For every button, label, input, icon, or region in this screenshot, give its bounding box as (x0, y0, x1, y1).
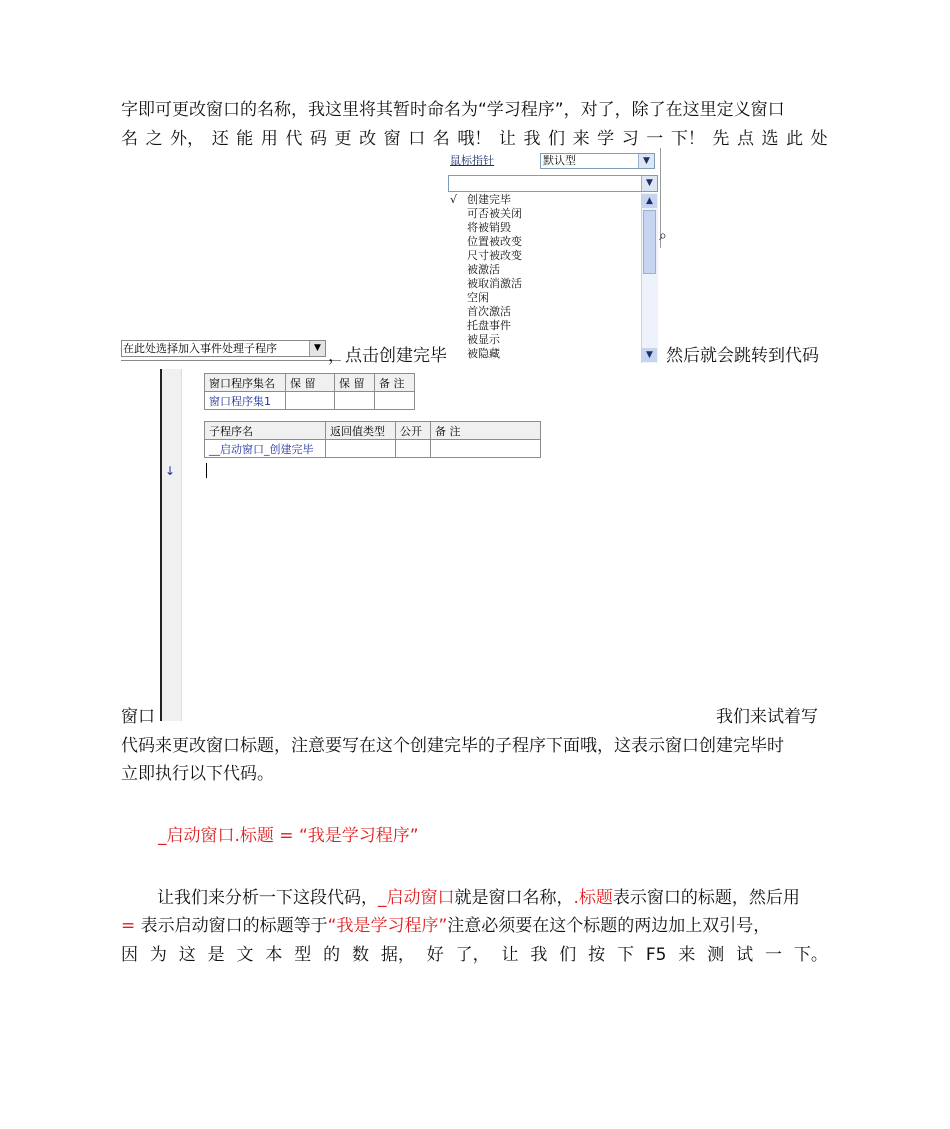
event-list-item[interactable]: 创建完毕 (467, 193, 511, 206)
text-char: 一 (764, 945, 782, 965)
text-char: 因 (121, 945, 138, 965)
text-char: 口 (408, 129, 426, 149)
text-char: 为 (149, 945, 167, 965)
property-name: 鼠标指针 (450, 154, 494, 167)
highlight-text: .标题 (573, 888, 613, 908)
table-header: 保 留 (286, 374, 335, 392)
text-char: 用 (260, 129, 278, 149)
text-char: 让 (498, 129, 516, 149)
text-char: 码 (309, 129, 327, 149)
text-char: 好 (426, 945, 444, 965)
text-char: 让 (501, 945, 519, 965)
text-char: 选 (761, 129, 779, 149)
paragraph-line: 字即可更改窗口的名称，我这里将其暂时命名为“学习程序”，对了，除了在这里定义窗口 (121, 100, 785, 120)
scroll-up-icon[interactable]: ▲ (642, 194, 657, 208)
event-list (448, 193, 658, 363)
scroll-down-icon[interactable]: ▼ (642, 348, 657, 362)
event-select-combo[interactable] (121, 340, 326, 357)
subroutine-table (204, 421, 541, 458)
event-list-item[interactable]: 位置被改变 (467, 235, 522, 248)
table-header: 备 注 (431, 422, 541, 440)
inline-text: 然后就会跳转到代码 (666, 346, 819, 366)
event-list-item[interactable]: 被显示 (467, 333, 500, 346)
table-cell[interactable]: 窗口程序集1 (205, 392, 286, 410)
event-list-item[interactable]: 被取消激活 (467, 277, 522, 290)
text-char: 的 (323, 945, 341, 965)
scroll-thumb[interactable] (643, 210, 656, 274)
text-char: 测 (707, 945, 725, 965)
paragraph-line: 立即执行以下代码。 (121, 764, 274, 784)
chevron-down-icon[interactable]: ▼ (309, 341, 325, 356)
text-char: 们 (559, 945, 577, 965)
arrow-down-icon: ↓ (165, 464, 176, 478)
text-char: 名 (121, 129, 138, 149)
divider (121, 360, 341, 361)
event-list-item[interactable]: 被隐藏 (467, 347, 500, 360)
table-cell[interactable] (375, 392, 415, 410)
chevron-down-icon[interactable]: ▼ (638, 154, 654, 168)
text-char: 名 (432, 129, 450, 149)
event-list-item[interactable]: 托盘事件 (467, 319, 511, 332)
magnifier-icon: ⌕ (659, 228, 667, 244)
table-cell[interactable] (396, 440, 431, 458)
table-header: 返回值类型 (326, 422, 396, 440)
scrollbar[interactable] (641, 193, 658, 363)
highlight-text: = (121, 916, 136, 936)
event-items (467, 193, 522, 361)
paragraph-line (157, 886, 800, 910)
text-char: 下！ (670, 129, 705, 149)
text-char: 了， (455, 945, 490, 965)
table-header: 窗口程序集名 (205, 374, 286, 392)
text-run: 就是窗口名称， (454, 888, 574, 908)
table-cell[interactable] (431, 440, 541, 458)
text-char: 我 (523, 129, 541, 149)
text-char: 据， (380, 945, 415, 965)
event-list-item[interactable]: 尺寸被改变 (467, 249, 522, 262)
assembly-table (204, 373, 415, 410)
table-cell[interactable] (286, 392, 335, 410)
table-cell[interactable] (326, 440, 396, 458)
text-char: 此 (786, 129, 804, 149)
paragraph-line: 代码来更改窗口标题，注意要写在这个创建完毕的子程序下面哦，这表示窗口创建完毕时 (121, 736, 784, 756)
text-char: 文 (236, 945, 254, 965)
paragraph-text: 窗口 (121, 707, 155, 727)
text-char: 来 (678, 945, 696, 965)
paragraph-line (121, 914, 770, 938)
table-header: 子程序名 (205, 422, 326, 440)
property-row (448, 152, 658, 170)
text-char: 哦！ (457, 129, 492, 149)
text-run: 表示启动窗口的标题等于 (135, 916, 328, 936)
text-char: F5 (645, 945, 667, 965)
text-char: 能 (236, 129, 254, 149)
highlight-text: “我是学习程序” (327, 916, 448, 936)
text-char: 来 (572, 129, 590, 149)
text-char: 先 (712, 129, 730, 149)
chevron-down-icon[interactable]: ▼ (641, 176, 657, 191)
paragraph-line-justified (121, 943, 828, 967)
text-char: 一 (646, 129, 664, 149)
event-select-text: 在此处选择加入事件处理子程序 (123, 342, 277, 355)
paragraph-text: 我们来试着写 (716, 707, 818, 727)
text-char: 外， (170, 129, 205, 149)
property-value: 默认型 (543, 154, 576, 167)
text-char: 这 (178, 945, 196, 965)
text-char: 是 (207, 945, 225, 965)
text-char: 更 (334, 129, 352, 149)
table-header: 保 留 (335, 374, 375, 392)
text-char: 代 (285, 129, 303, 149)
code-sample: _启动窗口.标题 = “我是学习程序” (158, 826, 419, 846)
text-char: 数 (352, 945, 369, 965)
text-char: 习 (621, 129, 639, 149)
text-char: 型 (294, 945, 312, 965)
text-char: 窗 (383, 129, 401, 149)
text-char: 下 (617, 945, 634, 965)
text-char: 们 (548, 129, 565, 149)
text-char: 试 (736, 945, 754, 965)
table-header: 备 注 (375, 374, 415, 392)
event-list-item[interactable]: 被激活 (467, 263, 500, 276)
text-char: 下。 (793, 945, 828, 965)
text-char: 点 (736, 129, 754, 149)
text-run: 注意必须要在这个标题的两边加上双引号， (447, 916, 771, 936)
table-cell[interactable] (335, 392, 375, 410)
paragraph-line-justified (121, 127, 828, 151)
event-list-item[interactable]: 将被销毁 (467, 221, 511, 234)
text-char: 还 (211, 129, 229, 149)
text-cursor (206, 463, 207, 478)
event-list-item[interactable]: 首次激活 (467, 305, 511, 318)
check-icon: √ (450, 193, 458, 206)
text-run: 表示窗口的标题，然后用 (612, 888, 800, 908)
property-value-combo[interactable] (540, 153, 655, 169)
inline-text: ，点击创建完毕 (328, 346, 447, 366)
text-run: 让我们来分析一下这段代码， (157, 888, 378, 908)
table-header: 公开 (396, 422, 431, 440)
text-char: 改 (359, 129, 377, 149)
event-combo[interactable] (448, 175, 658, 192)
text-char: 本 (265, 945, 283, 965)
table-cell[interactable]: __启动窗口_创建完毕 (205, 440, 326, 458)
event-list-item[interactable]: 可否被关闭 (467, 207, 522, 220)
text-char: 按 (588, 945, 606, 965)
text-char: 我 (530, 945, 548, 965)
highlight-text: _启动窗口 (378, 888, 455, 908)
text-char: 之 (145, 129, 163, 149)
event-list-item[interactable]: 空闲 (467, 291, 489, 304)
editor-gutter (162, 369, 182, 721)
text-char: 处 (810, 129, 828, 149)
text-char: 学 (597, 129, 615, 149)
